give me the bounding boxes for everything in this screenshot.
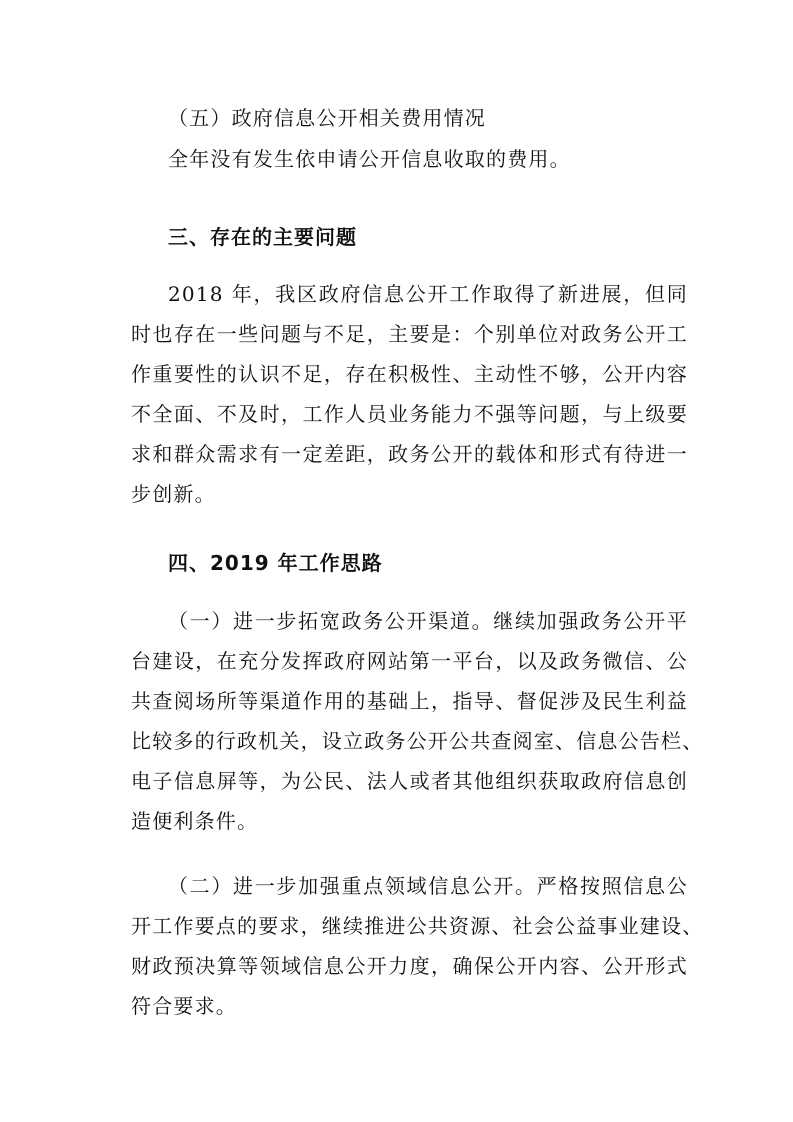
plan1-line: 共查阅场所等渠道作用的基础上，指导、督促涉及民生利益 xyxy=(131,689,688,713)
plan2-line: 符合要求。 xyxy=(131,994,237,1018)
plan1-line: 造便利条件。 xyxy=(131,809,259,833)
plan1-line: 比较多的行政机关，设立政务公开公共查阅室、信息公告栏、 xyxy=(131,729,704,753)
problems-line: 时也存在一些问题与不足，主要是：个别单位对政务公开工 xyxy=(131,322,688,346)
problems-heading: 三、存在的主要问题 xyxy=(168,225,357,249)
plan-heading: 四、2019 年工作思路 xyxy=(168,551,383,575)
plan2-line: 财政预决算等领域信息公开力度，确保公开内容、公开形式 xyxy=(131,954,688,978)
problems-line: 步创新。 xyxy=(131,482,216,506)
problems-line: 2018 年，我区政府信息公开工作取得了新进展，但同 xyxy=(168,282,688,306)
problems-line: 不全面、不及时，工作人员业务能力不强等问题，与上级要 xyxy=(131,402,688,426)
fee-text: 全年没有发生依申请公开信息收取的费用。 xyxy=(168,147,571,171)
plan1-line: 台建设，在充分发挥政府网站第一平台，以及政务微信、公 xyxy=(131,649,688,673)
fee-heading: （五）政府信息公开相关费用情况 xyxy=(168,106,486,130)
plan2-line: 开工作要点的要求，继续推进公共资源、社会公益事业建设、 xyxy=(131,914,704,938)
problems-line: 求和群众需求有一定差距，政务公开的载体和形式有待进一 xyxy=(131,442,688,466)
plan1-line: 电子信息屏等，为公民、法人或者其他组织获取政府信息创 xyxy=(131,769,688,793)
plan1-line: （一）进一步拓宽政务公开渠道。继续加强政务公开平 xyxy=(168,609,688,633)
plan2-line: （二）进一步加强重点领域信息公开。严格按照信息公 xyxy=(168,874,688,898)
problems-line: 作重要性的认识不足，存在积极性、主动性不够，公开内容 xyxy=(131,362,688,386)
